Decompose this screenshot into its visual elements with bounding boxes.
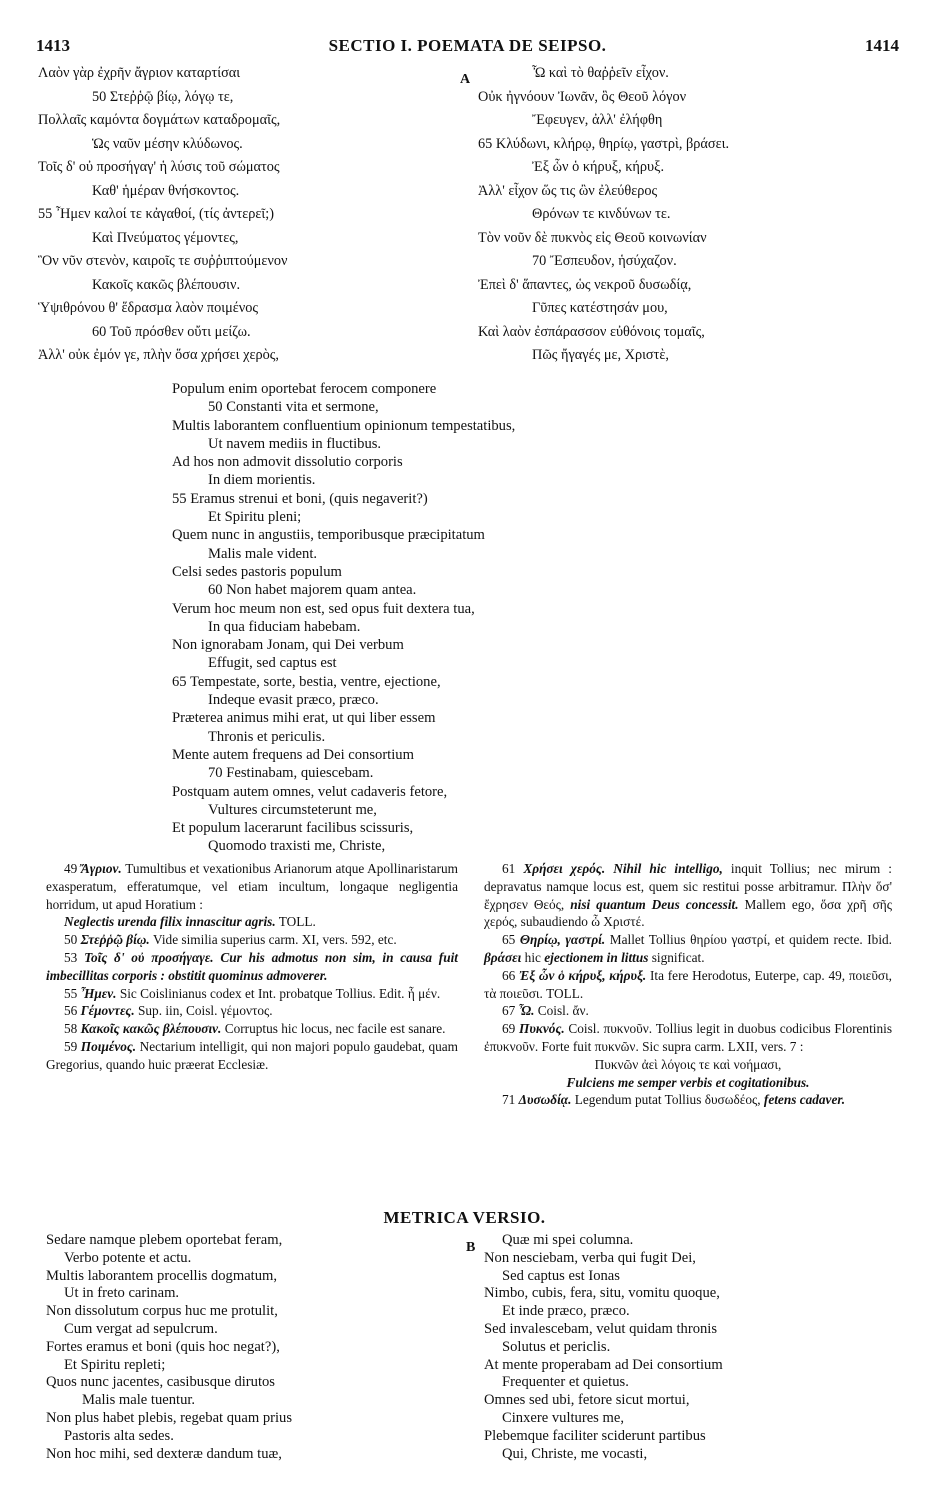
greek-verse-line: Τὸν νοῦν δὲ πυκνὸς εἰς Θεοῦ κοινωνίαν xyxy=(478,229,707,246)
greek-verse-line: Κακοῖς κακῶς βλέπουσιν. xyxy=(92,276,241,293)
latin-verse-line: 60 Non habet majorem quam antea. xyxy=(208,582,417,599)
footnote: 56 Γέμοντες. Sup. iin, Coisl. γέμοντος. xyxy=(64,1003,273,1019)
metrical-verse-line: Et inde præco, præco. xyxy=(502,1303,630,1320)
greek-verse-line: 65 Κλύδωνι, κλήρῳ, θηρίῳ, γαστρὶ, βράσει. xyxy=(478,135,730,152)
metrical-verse-line: Verbo potente et actu. xyxy=(64,1249,192,1266)
latin-verse-line: Et populum lacerarunt facilibus scissuris, xyxy=(172,820,414,837)
metrical-verse-line: Et Spiritu repleti; xyxy=(64,1356,166,1373)
footnote: 69 Πυκνός. Coisl. πυκνοῦν. Tollius legit in duobus codicibus Florentinis ἐπυκνοῦν. Forte fuit πυκνῶν. Sic supra carm. LXII, vers. 7 : xyxy=(484,1021,892,1054)
latin-verse-line: Et Spiritu pleni; xyxy=(208,509,302,526)
metrical-verse-line: At mente properabam ad Dei consortium xyxy=(484,1356,723,1373)
metrical-verse-line: Cinxere vultures me, xyxy=(502,1409,624,1426)
metrical-verse-line: Plebemque faciliter sciderunt partibus xyxy=(484,1427,706,1444)
latin-verse-line: Quem nunc in angustiis, temporibusque præcipitatum xyxy=(172,527,485,544)
greek-verse-line: Ὦ καὶ τὸ θαῤῥεῖν εἶχον. xyxy=(532,65,669,81)
latin-verse-line: Thronis et periculis. xyxy=(208,728,326,745)
page-number-left: 1413 xyxy=(36,36,70,55)
footnotes-left-column xyxy=(46,860,458,1074)
metrical-verse-line: Sed captus est Ionas xyxy=(502,1267,620,1284)
footnotes-right-column xyxy=(484,860,892,1109)
metrical-verse-line: Malis male tuentur. xyxy=(82,1392,196,1409)
metrical-verse-line: Non nesciebam, verba qui fugit Dei, xyxy=(484,1249,696,1266)
greek-verse-line: Ἔφευγεν, ἀλλ' ἐλήφθη xyxy=(532,112,663,128)
metrical-verse-line: Omnes sed ubi, fetore sicut mortui, xyxy=(484,1392,690,1409)
metrical-version-right-column xyxy=(484,1232,723,1463)
latin-verse-line: 55 Eramus strenui et boni, (quis negaverit?) xyxy=(172,490,428,507)
metrical-verse-line: Sedare namque plebem oportebat feram, xyxy=(46,1232,283,1248)
metrical-verse-line: Fortes eramus et boni (quis hoc negat?), xyxy=(46,1338,280,1355)
section-title: SECTIO I. POEMATA DE SEIPSO. xyxy=(328,36,607,55)
greek-verse-line: Γῦπες κατέστησάν μου, xyxy=(532,300,668,316)
metrical-verse-line: Quæ mi spei columna. xyxy=(502,1232,634,1248)
greek-verse-line: Ὡς ναῦν μέσην κλύδωνος. xyxy=(92,135,243,152)
metrical-verse-line: Multis laborantem procellis dogmatum, xyxy=(46,1267,278,1284)
greek-verse-line: Οὐκ ἠγνόουν Ἰωνᾶν, ὃς Θεοῦ λόγον xyxy=(478,88,687,105)
latin-verse-line: Verum hoc meum non est, sed opus fuit dextera tua, xyxy=(172,600,475,617)
footnote: Πυκνῶν ἀεὶ λόγοις τε καὶ νοήμασι, xyxy=(594,1056,782,1072)
greek-text-left-column xyxy=(38,62,287,368)
footnote: 67 Ὦ. Coisl. ἄν. xyxy=(502,1003,589,1019)
latin-verse-line: Indeque evasit præco, præco. xyxy=(208,692,379,709)
greek-verse-line: Καθ' ἡμέραν θνήσκοντος. xyxy=(92,182,240,199)
latin-verse-line: Populum enim oportebat ferocem componere xyxy=(172,381,437,397)
latin-verse-line: Postquam autem omnes, velut cadaveris fetore, xyxy=(172,783,448,800)
latin-verse-line: Malis male vident. xyxy=(208,545,318,562)
greek-verse-line: 70 Ἔσπευδον, ἡσύχαζον. xyxy=(532,253,677,269)
metrical-verse-line: Non plus habet plebis, regebat quam prius xyxy=(46,1409,293,1426)
greek-verse-line: Ἀλλ' εἶχον ὥς τις ὢν ἐλεύθερος xyxy=(478,182,658,199)
greek-verse-line: Ἀλλ' οὐκ ἐμόν γε, πλὴν ὅσα χρήσει χερὸς, xyxy=(38,347,279,363)
latin-verse-line: 65 Tempestate, sorte, bestia, ventre, ejectione, xyxy=(172,673,441,690)
metrical-verse-line: Nimbo, cubis, fera, situ, vomitu quoque, xyxy=(484,1285,720,1302)
running-header xyxy=(36,36,899,58)
metrical-verse-line: Pastoris alta sedes. xyxy=(64,1427,174,1444)
footnote: 59 Ποιμένος. Nectarium intelligit, qui non majori populo gaudebat, quam Gregorius, quando huic præerat Ecclesiæ. xyxy=(46,1038,458,1072)
metrical-verse-line: Qui, Christe, me vocasti, xyxy=(502,1445,648,1462)
greek-verse-line: Καὶ Πνεύματος γέμοντες, xyxy=(92,229,239,246)
footnote: 61 Χρήσει χερός. Nihil hic intelligo, inquit Tollius; nec mirum : depravatus namque locus est, quem sic restitui posse arbitramur. Πλὴν ὅσ' ἔχρησεν Θεός, nisi quantum Deus concessit. Mallem ego, ὅσα χρῆ σῆς χερός, subaudiendo ὦ Χριστέ. xyxy=(484,861,892,930)
column-marker-a: A xyxy=(460,72,471,87)
footnote: 66 Ἐξ ὧν ὁ κήρυξ, κήρυξ. Ita fere Herodotus, Euterpe, cap. 49, ποιεῦσι, τὰ ποιεῦσι. TOLL. xyxy=(484,967,893,1001)
metrical-verse-line: Ut in freto carinam. xyxy=(64,1285,180,1302)
greek-verse-line: 50 Στεῤῥῷ βίῳ, λόγῳ τε, xyxy=(92,88,234,105)
footnote: 71 Δυσωδίᾳ. Legendum putat Tollius δυσωδέος, fetens cadaver. xyxy=(502,1092,846,1108)
footnote: 55 Ἦμεν. Sic Coislinianus codex et Int. probatque Tollius. Edit. ἦ μέν. xyxy=(64,985,441,1001)
latin-verse-line: Effugit, sed captus est xyxy=(208,655,337,672)
metrical-version-left-column xyxy=(46,1232,292,1463)
latin-verse-line: 50 Constanti vita et sermone, xyxy=(208,399,379,416)
metrical-verse-line: Non hoc mihi, sed dexteræ dandum tuæ, xyxy=(46,1445,282,1462)
metrical-verse-line: Cum vergat ad sepulcrum. xyxy=(64,1320,218,1337)
metrical-verse-line: Frequenter et quietus. xyxy=(502,1374,629,1391)
latin-verse-line: In qua fiduciam habebam. xyxy=(208,618,361,635)
footnote: Fulciens me semper verbis et cogitationibus. xyxy=(566,1074,810,1090)
latin-verse-line: Præterea animus mihi erat, ut qui liber essem xyxy=(172,710,436,727)
greek-verse-line: Πῶς ἤγαγές με, Χριστὲ, xyxy=(532,347,669,363)
latin-verse-line: Ad hos non admovit dissolutio corporis xyxy=(172,454,403,471)
greek-verse-line: Ὃν νῦν στενὸν, καιροῖς τε συῤῥιπτούμενον xyxy=(38,253,288,269)
greek-verse-line: Τοῖς δ' οὐ προσήγαγ' ἡ λύσις τοῦ σώματος xyxy=(38,159,280,175)
greek-verse-line: Λαὸν γὰρ ἐχρῆν ἄγριον καταρτίσαι xyxy=(38,65,241,81)
greek-verse-line: Θρόνων τε κινδύνων τε. xyxy=(532,206,671,222)
latin-verse-line: Mente autem frequens ad Dei consortium xyxy=(172,746,414,763)
greek-verse-line: Ἐξ ὧν ὁ κήρυξ, κήρυξ. xyxy=(532,159,665,175)
greek-verse-line: 60 Τοῦ πρόσθεν οὔτι μείζω. xyxy=(92,323,251,340)
footnote: 65 Θηρίῳ, γαστρί. Mallet Tollius θηρίου γαστρί, et quidem recte. Ibid. βράσει hic ejectionem in littus significat. xyxy=(484,932,892,965)
greek-verse-line: 55 Ἦμεν καλοί τε κἀγαθοί, (τίς ἀντερεῖ;) xyxy=(38,206,274,222)
latin-translation xyxy=(172,380,515,856)
metrical-verse-line: Non dissolutum corpus huc me protulit, xyxy=(46,1303,278,1320)
metrica-versio-title: METRICA VERSIO. xyxy=(383,1208,546,1227)
metrical-verse-line: Quos nunc jacentes, casibusque dirutos xyxy=(46,1374,275,1391)
footnote: 50 Στεῤῥῷ βίῳ. Vide similia superius carm. XI, vers. 592, etc. xyxy=(64,932,397,948)
footnote: 49 Ἄγριον. Tumultibus et vexationibus Arianorum atque Apollinaristarum exasperatum, efferatumque, vel etiam incultum, longaque negligentia horridum, ut apud Horatium : xyxy=(46,861,459,912)
greek-verse-line: Καὶ λαὸν ἐσπάρασσον εὐθόνοις τομαῖς, xyxy=(478,323,705,340)
latin-verse-line: 70 Festinabam, quiescebam. xyxy=(208,765,374,782)
greek-verse-line: Ὑψιθρόνου θ' ἕδρασμα λαὸν ποιμένος xyxy=(38,300,259,316)
greek-verse-line: Ἐπεὶ δ' ἅπαντες, ὡς νεκροῦ δυσωδίᾳ, xyxy=(478,276,692,293)
metrical-verse-line: Sed invalescebam, velut quidam thronis xyxy=(484,1320,718,1337)
greek-text-right-column xyxy=(478,62,729,368)
greek-verse-line: Πολλαῖς καμόντα δογμάτων καταδρομαῖς, xyxy=(38,112,281,128)
latin-verse-line: Quomodo traxisti me, Christe, xyxy=(208,838,386,855)
latin-verse-line: Vultures circumsteterunt me, xyxy=(208,801,377,818)
latin-verse-line: Non ignorabam Jonam, qui Dei verbum xyxy=(172,637,404,654)
metrical-verse-line: Solutus et periclis. xyxy=(502,1338,611,1355)
footnote: Neglectis urenda filix innascitur agris. TOLL. xyxy=(64,914,316,930)
latin-verse-line: Celsi sedes pastoris populum xyxy=(172,563,342,580)
latin-verse-line: Multis laborantem confluentium opinionum tempestatibus, xyxy=(172,417,516,434)
page-number-right: 1414 xyxy=(865,36,899,55)
latin-verse-line: In diem morientis. xyxy=(208,472,316,489)
latin-verse-line: Ut navem mediis in fluctibus. xyxy=(208,435,382,452)
footnote: 53 Τοῖς δ' οὐ προσήγαγε. Cur his admotus non sim, in causa fuit imbecillitas corporis : obstitit quominus admoverer. xyxy=(46,949,458,983)
footnote: 58 Κακοῖς κακῶς βλέπουσιν. Corruptus hic locus, nec facile est sanare. xyxy=(64,1021,446,1037)
column-marker-b: B xyxy=(466,1240,476,1255)
